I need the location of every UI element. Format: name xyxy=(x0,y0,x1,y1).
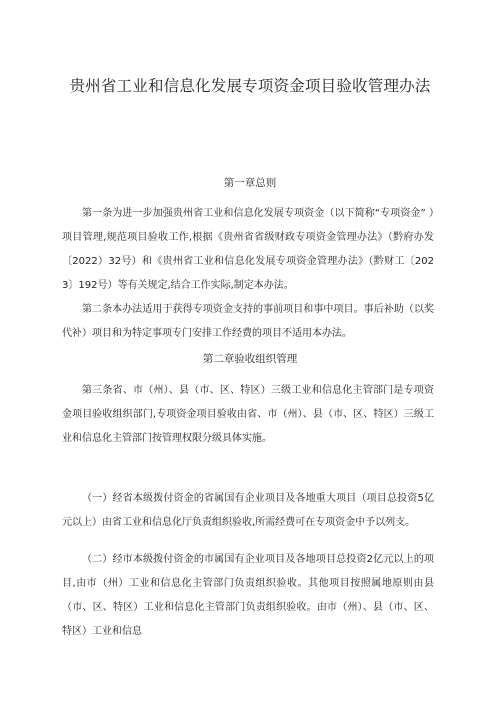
chapter-2-heading: 第二章验收组织管理 xyxy=(202,353,298,365)
document-title: 贵州省工业和信息化发展专项资金项目验收管理办法 xyxy=(69,77,431,95)
article-3-paragraph: 第三条省、市（州）、县（市、区、特区）三级工业和信息化主管部门是专项资金项目验收组织部门,专项资金项目验收由省、市（州）、县（市、区、特区）三级工业和信息化主管部门按管理权限分级具体实施。 xyxy=(62,385,434,444)
chapter-1-heading: 第一章总则 xyxy=(223,177,277,189)
item-1-paragraph: （一）经省本级拨付资金的省属国有企业项目及各地重大项目（项目总投资5亿元以上）由省工业和信息化厅负责组织验收,所需经费可在专项资金中予以列支。 xyxy=(62,493,434,528)
item-2-paragraph: （二）经市本级拨付资金的市属国有企业项目及各地项目总投资2亿元以上的项目,由市（州）工业和信息化主管部门负责组织验收。其他项目按照属地原则由县（市、区、特区）工业和信息化主管部门负责组织验收。由市（州）、县（市、区、特区）工业和信息 xyxy=(62,554,434,637)
article-2-paragraph: 第二条本办法适用于获得专项资金支持的事前项目和事中项目。事后补助（以奖代补）项目和为特定事项专门安排工作经费的项目不适用本办法。 xyxy=(62,304,434,339)
article-1-paragraph: 第一条为进一步加强贵州省工业和信息化发展专项资金（以下简称“专项资金” ）项目管理,规范项目验收工作,根据《贵州省省级财政专项资金管理办法》（黔府办发〔2022）32号）和《贵州省工业和信息化发展专项资金管理办法》（黔财工〔2023〕192号）等有关规定,结合工作实际,制定本办法。 xyxy=(62,208,434,291)
